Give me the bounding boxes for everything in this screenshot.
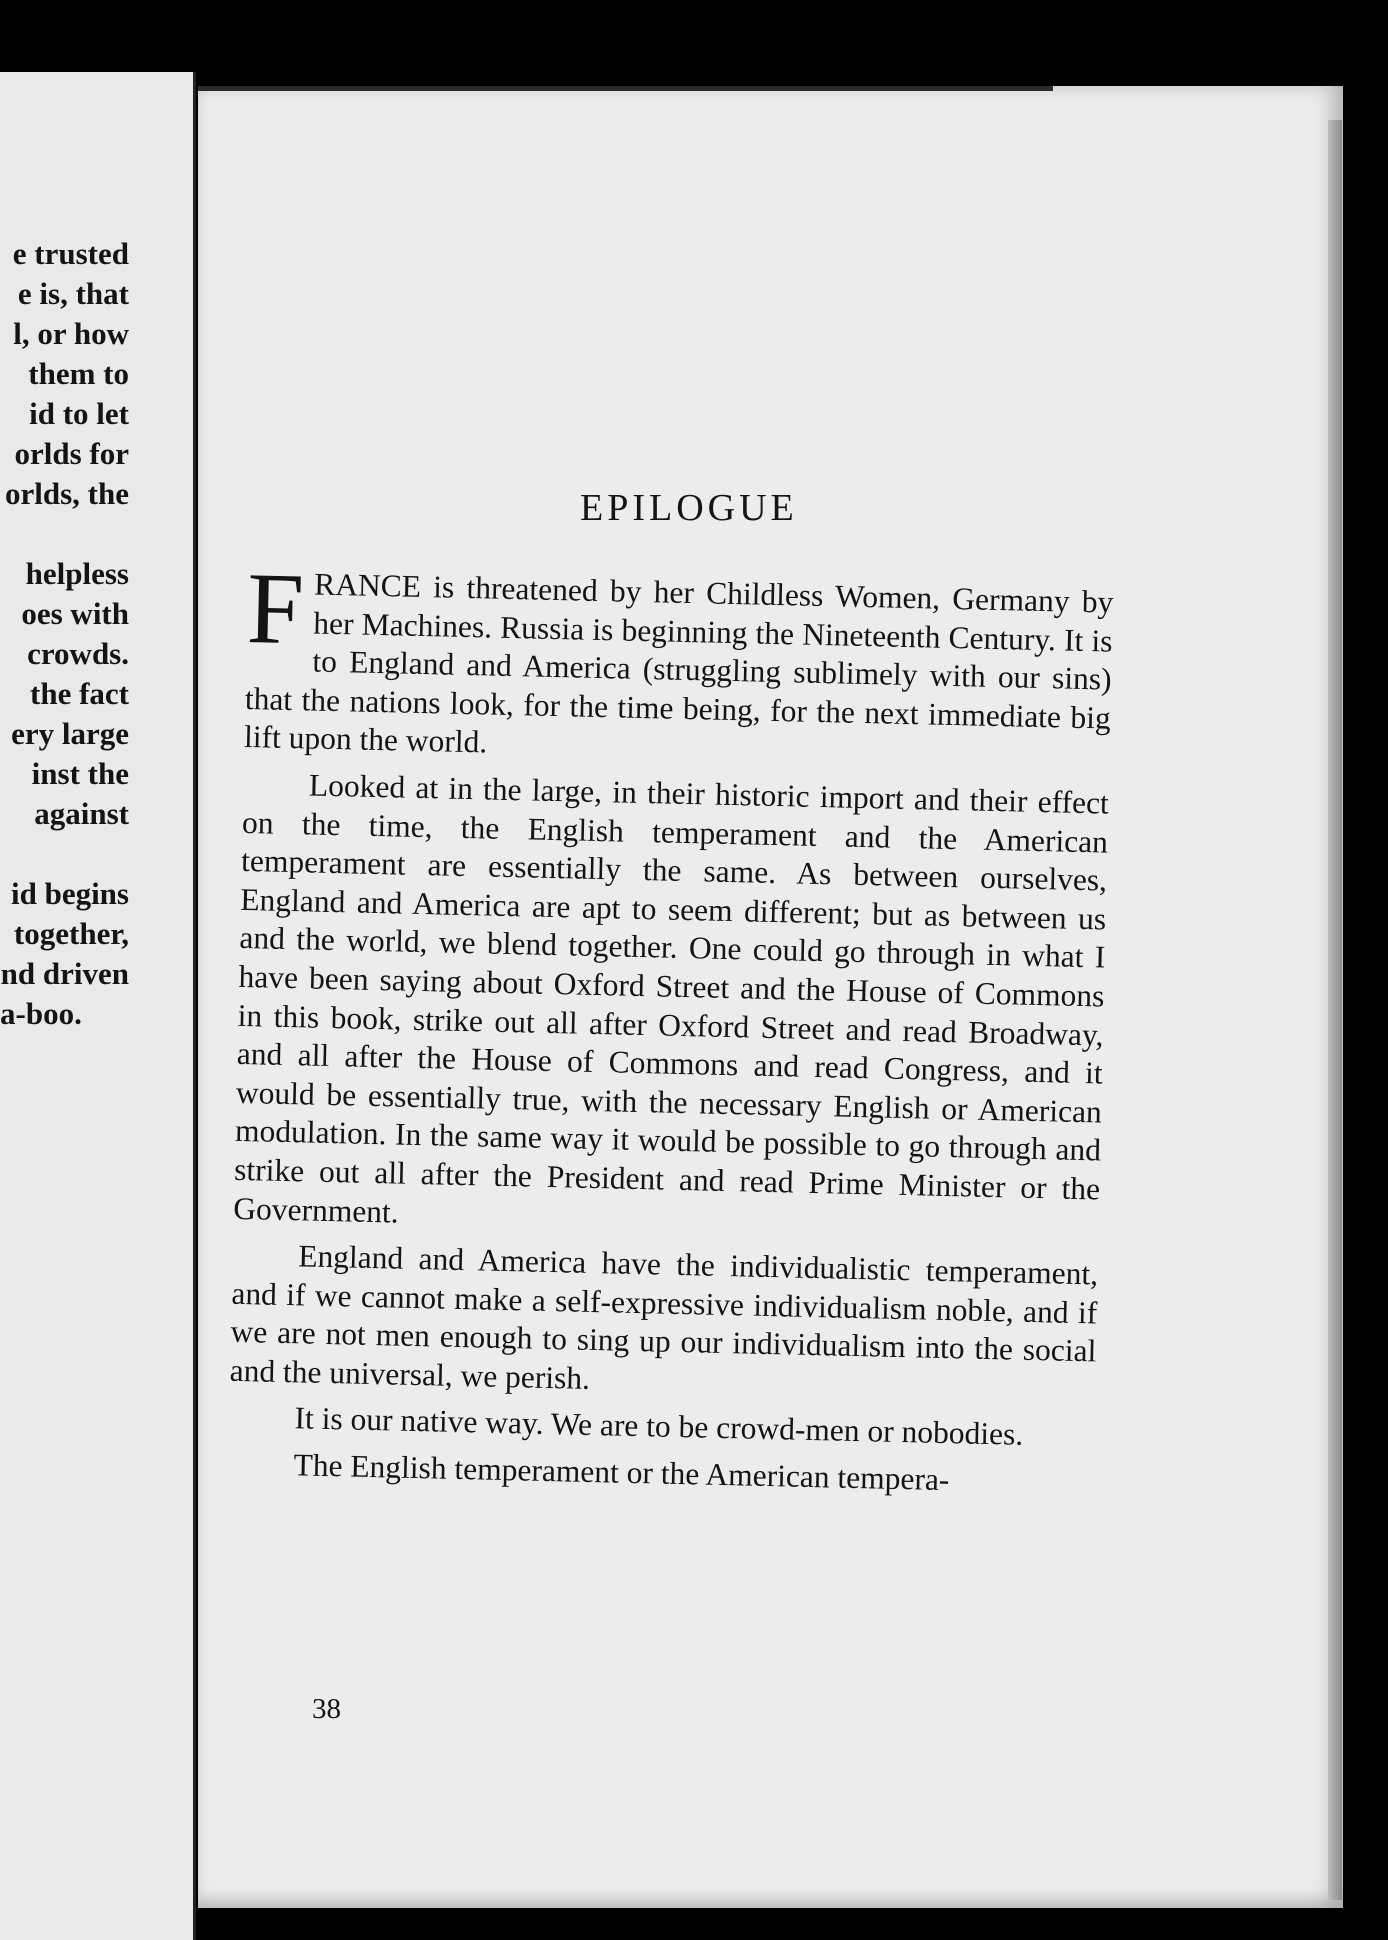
paragraph: England and America have the individualistic temperament, and if we cannot make a self-expressive individualism noble, and if we are not men enough to sing up our individualism into the social and the universal, we perish.: [229, 1238, 1099, 1396]
left-page-line: e is, that: [17, 276, 129, 311]
left-page-line: a-boo.: [0, 996, 82, 1031]
left-page-line: orlds, the: [5, 476, 129, 511]
drop-cap: F: [245, 552, 305, 667]
left-page-line: crowds.: [27, 636, 129, 671]
top-rule: [198, 86, 1053, 91]
left-page-line: together,: [13, 916, 129, 951]
left-page-line: ery large: [11, 716, 129, 751]
paragraph: The English temperament or the American tempera-: [293, 1447, 950, 1498]
left-page-line: e trusted: [12, 236, 129, 271]
paragraph-text: RANCE is threatened by her Childless Women, Germany by her Machines. Russia is beginning the Nineteenth Century. It is to England and America (struggling sublimely with our sins) that the nations look, for the time being, for the next immediate big lift upon the world.: [243, 566, 1114, 760]
body-text: [227, 552, 1114, 1511]
left-page-line: against: [34, 796, 129, 831]
left-page-line: id begins: [10, 876, 129, 911]
left-page-line: orlds for: [14, 436, 129, 471]
left-page-line: the fact: [30, 676, 129, 711]
paragraph: It is our native way. We are to be crowd-men or nobodies.: [294, 1400, 1024, 1453]
left-page-line: l, or how: [13, 316, 129, 351]
chapter-heading: EPILOGUE: [580, 487, 798, 529]
previous-page: [0, 72, 196, 1940]
left-page-line: oes with: [21, 596, 129, 631]
page-edge: [1328, 120, 1342, 1900]
left-page-line: them to: [28, 356, 129, 391]
page-number: 38: [312, 1693, 341, 1725]
paragraph: [243, 552, 1114, 777]
left-page-line: id to let: [29, 396, 129, 431]
left-page-line: nd driven: [0, 956, 129, 991]
paragraph: Looked at in the large, in their historic import and their effect on the time, the English temperament and the American temperament are essentially the same. As between ourselves, England and America are apt to seem different; but as between us and the world, we blend together. One could go through in what I have been saying about Oxford Street and the House of Commons in this book, strike out all after Oxford Street and read Broadway, and all after the House of Commons and read Congress, and it would be essentially true, with the necessary English or American modulation. In the same way it would be possible to go through and strike out all after the President and read Prime Minister or the Government.: [232, 767, 1110, 1230]
left-page-line: helpless: [25, 556, 129, 591]
left-page-line: inst the: [31, 756, 129, 791]
